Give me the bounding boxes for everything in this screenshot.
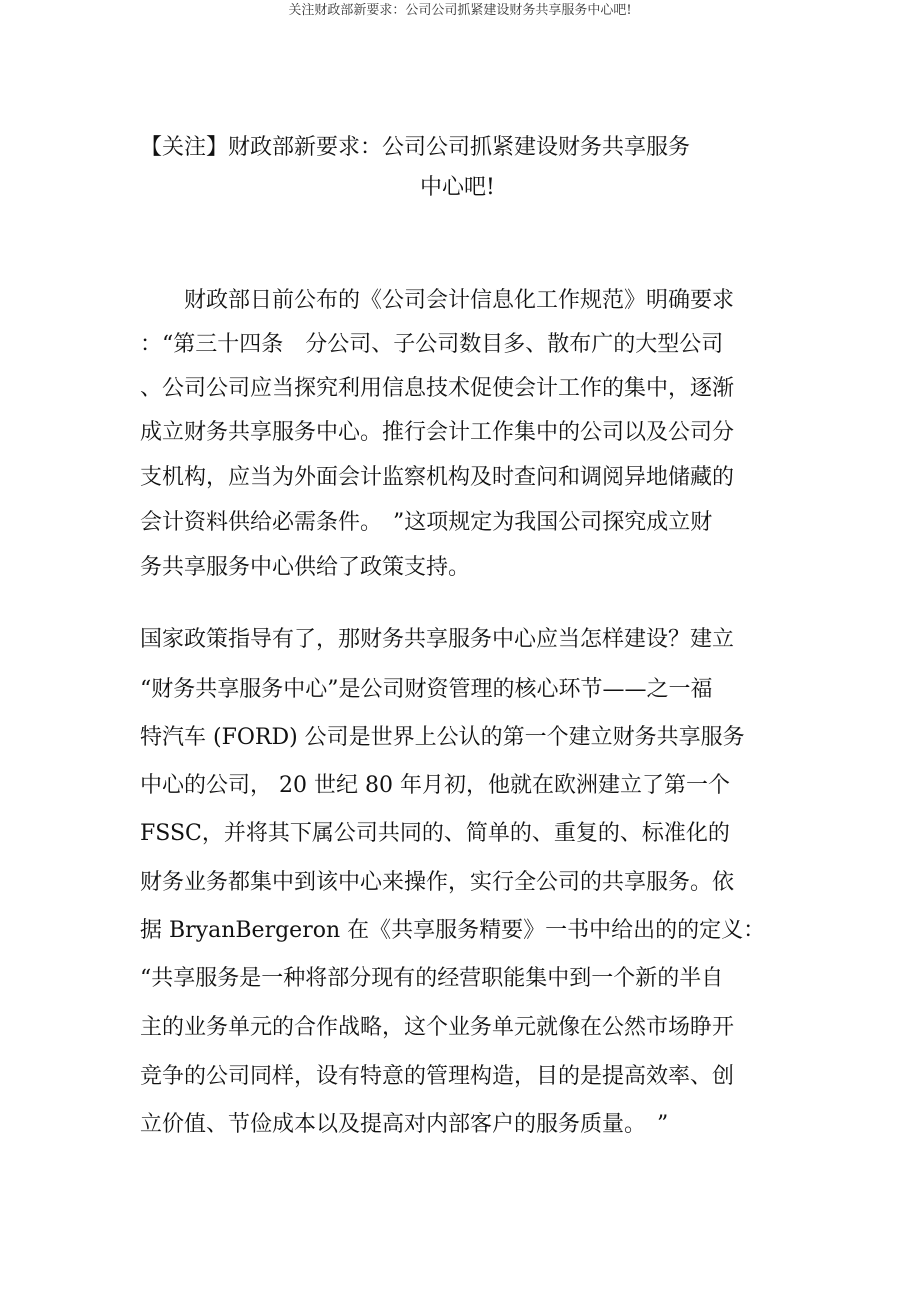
- paragraph-line: 、公司公司应当探究利用信息技术促使会计工作的集中，逐渐: [140, 376, 735, 401]
- paragraph-line: ：“第三十四条 分公司、子公司数目多、散布广的大型公司: [140, 332, 724, 357]
- paragraph-line: 中心的公司， 20 世纪 80 年月初，他就在欧洲建立了第一个: [140, 773, 730, 798]
- paragraph-line: 务共享服务中心供给了政策支持。: [140, 555, 471, 580]
- article-title-line-1: 【关注】财政部新要求：公司公司抓紧建设财务共享服务: [140, 135, 691, 160]
- running-header: 关注财政部新要求：公司公司抓紧建设财务共享服务中心吧!: [288, 3, 632, 18]
- paragraph-line: “共享服务是一种将部分现有的经营职能集中到一个新的半自: [140, 966, 724, 991]
- paragraph-line: 成立财务共享服务中心。推行会计工作集中的公司以及公司分: [140, 420, 735, 445]
- paragraph-line: FSSC，并将其下属公司共同的、简单的、重复的、标准化的: [140, 821, 730, 846]
- paragraph-line: 会计资料供给必需条件。 ”这项规定为我国公司探究成立财: [140, 510, 713, 535]
- paragraph-line: 主的业务单元的合作战略，这个业务单元就像在公然市场睁开: [140, 1015, 735, 1040]
- paragraph-line: 特汽车 (FORD) 公司是世界上公认的第一个建立财务共享服务: [140, 725, 745, 750]
- paragraph-line: 竞争的公司同样，设有特意的管理构造，目的是提高效率、创: [140, 1064, 735, 1089]
- paragraph-line: 支机构，应当为外面会计监察机构及时查问和调阅异地储藏的: [140, 465, 735, 490]
- paragraph-line: 据 BryanBergeron 在《共享服务精要》一书中给出的的定义：: [140, 918, 766, 943]
- paragraph-line: 国家政策指导有了，那财务共享服务中心应当怎样建设？建立: [140, 627, 735, 652]
- article-title-line-2: 中心吧!: [420, 175, 495, 200]
- paragraph-line: 财务业务都集中到该中心来操作，实行全公司的共享服务。依: [140, 870, 735, 895]
- paragraph-line: 立价值、节俭成本以及提高对内部客户的服务质量。 ”: [140, 1112, 669, 1137]
- paragraph-line: “财务共享服务中心”是公司财资管理的核心环节——之一福: [140, 677, 713, 702]
- paragraph-line: 财政部日前公布的《公司会计信息化工作规范》明确要求: [140, 288, 735, 313]
